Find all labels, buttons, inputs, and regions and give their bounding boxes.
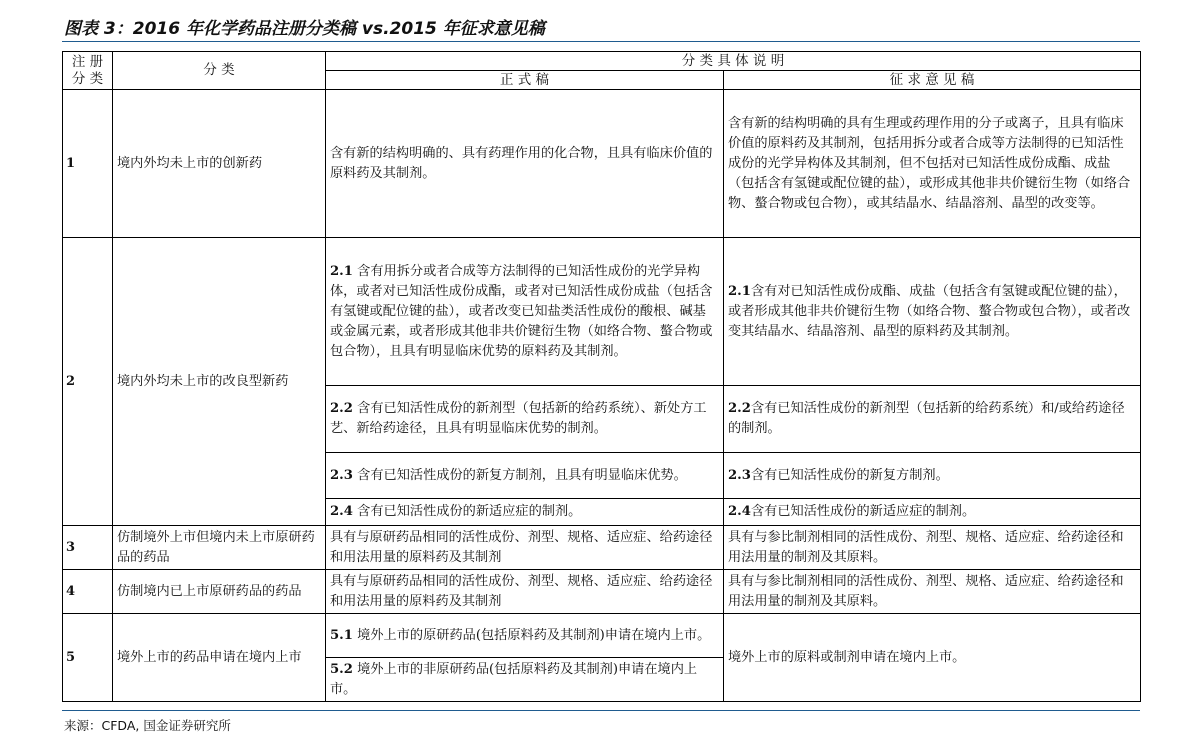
sub-number: 5.2 <box>330 661 353 677</box>
row-number: 5 <box>63 614 113 702</box>
row-draft-sub <box>724 499 1141 526</box>
page-title: 图表 3：2016 年化学药品注册分类稿 vs.2015 年征求意见稿 <box>64 19 545 39</box>
row-official: 具有与原研药品相同的活性成份、剂型、规格、适应症、给药途径和用法用量的原料药及其制剂 <box>326 526 724 570</box>
row-official-sub <box>326 238 724 386</box>
row-category: 境外上市的药品申请在境内上市 <box>113 614 326 702</box>
row-number: 3 <box>63 526 113 570</box>
row-draft-sub <box>724 386 1141 453</box>
row-draft: 具有与参比制剂相同的活性成份、剂型、规格、适应症、给药途径和用法用量的制剂及其原料。 <box>724 570 1141 614</box>
sub-number: 2.3 <box>330 467 353 483</box>
row-category: 境内外均未上市的创新药 <box>113 90 326 238</box>
row-draft-sub <box>724 453 1141 499</box>
sub-text: 含有已知活性成份的新适应症的制剂。 <box>750 504 976 519</box>
sub-text: 含有对已知活性成份成酯、成盐（包括含有氢键或配位键的盐），或者形成其他非共价键衍生物（如络合物、螯合物或包合物），或者改变其结晶水、结晶溶剂、晶型的原料药及其制剂。 <box>728 283 1131 339</box>
sub-number: 2.1 <box>728 283 751 299</box>
row-number: 2 <box>63 238 113 526</box>
table-row <box>63 526 1141 570</box>
header-detail: 分 类 具 体 说 明 <box>326 52 1141 71</box>
row-official-sub <box>326 453 724 499</box>
table-row <box>63 570 1141 614</box>
footer-rule <box>62 710 1140 711</box>
row-category: 境内外均未上市的改良型新药 <box>113 238 326 526</box>
sub-text: 含有已知活性成份的新复方制剂，且具有明显临床优势。 <box>352 467 687 483</box>
sub-number: 2.4 <box>728 504 751 519</box>
sub-number: 2.2 <box>330 401 353 416</box>
header-draft: 征 求 意 见 稿 <box>724 71 1141 90</box>
sub-text: 含有已知活性成份的新适应症的制剂。 <box>352 504 582 519</box>
row-number: 1 <box>63 90 113 238</box>
header-reg-class: 注 册 分 类 <box>63 52 113 90</box>
sub-text: 含有已知活性成份的新复方制剂。 <box>750 467 949 483</box>
row-official-sub <box>326 614 724 658</box>
row-draft: 境外上市的原料或制剂申请在境内上市。 <box>724 614 1141 702</box>
sub-number: 2.3 <box>728 467 751 483</box>
header-official: 正 式 稿 <box>326 71 724 90</box>
sub-number: 2.1 <box>330 263 353 279</box>
row-number: 4 <box>63 570 113 614</box>
row-category: 仿制境内已上市原研药品的药品 <box>113 570 326 614</box>
sub-number: 2.2 <box>728 401 751 416</box>
row-category: 仿制境外上市但境内未上市原研药品的药品 <box>113 526 326 570</box>
registration-class-table <box>62 51 1141 702</box>
sub-text: 含有已知活性成份的新剂型（包括新的给药系统）和/或给药途径的制剂。 <box>728 401 1125 436</box>
row-official: 含有新的结构明确的、具有药理作用的化合物，且具有临床价值的原料药及其制剂。 <box>326 90 724 238</box>
sub-text: 含有已知活性成份的新剂型（包括新的给药系统）、新处方工艺、新给药途径，且具有明显临床优势的制剂。 <box>330 401 707 436</box>
table-row <box>63 238 1141 386</box>
sub-text: 含有用拆分或者合成等方法制得的已知活性成份的光学异构体，或者对已知活性成份成酯，或者对已知活性成份成盐（包括含有氢键或配位键的盐），或者改变已知盐类活性成份的酸根、碱基或金属元素，或者形成其他非共价键衍生物（如络合物、螯合物或包合物），且具有明显临床优势的原料药及其制剂。 <box>330 263 713 359</box>
table-row <box>63 614 1141 658</box>
row-official-sub <box>326 499 724 526</box>
row-official: 具有与原研药品相同的活性成份、剂型、规格、适应症、给药途径和用法用量的原料药及其制剂 <box>326 570 724 614</box>
title-rule <box>62 41 1140 42</box>
sub-number: 2.4 <box>330 504 353 519</box>
row-draft-sub <box>724 238 1141 386</box>
row-draft: 含有新的结构明确的具有生理或药理作用的分子或离子，且具有临床价值的原料药及其制剂，包括用拆分或者合成等方法制得的已知活性成份的光学异构体及其制剂，但不包括对已知活性成份成酯、成盐（包括含有氢键或配位键的盐），或形成其他非共价键衍生物（如络合物、螯合物或包合物），或其结晶水、结晶溶剂、晶型的改变等。 <box>724 90 1141 238</box>
table-row <box>63 90 1141 238</box>
sub-text: 境外上市的原研药品(包括原料药及其制剂)申请在境内上市。 <box>352 627 711 643</box>
row-official-sub <box>326 658 724 702</box>
sub-number: 5.1 <box>330 627 353 643</box>
header-category: 分 类 <box>113 52 326 90</box>
sub-text: 境外上市的非原研药品(包括原料药及其制剂)申请在境内上市。 <box>330 661 698 697</box>
row-draft: 具有与参比制剂相同的活性成份、剂型、规格、适应症、给药途径和用法用量的制剂及其原料。 <box>724 526 1141 570</box>
row-official-sub <box>326 386 724 453</box>
source-note: 来源：CFDA, 国金证券研究所 <box>64 718 231 733</box>
